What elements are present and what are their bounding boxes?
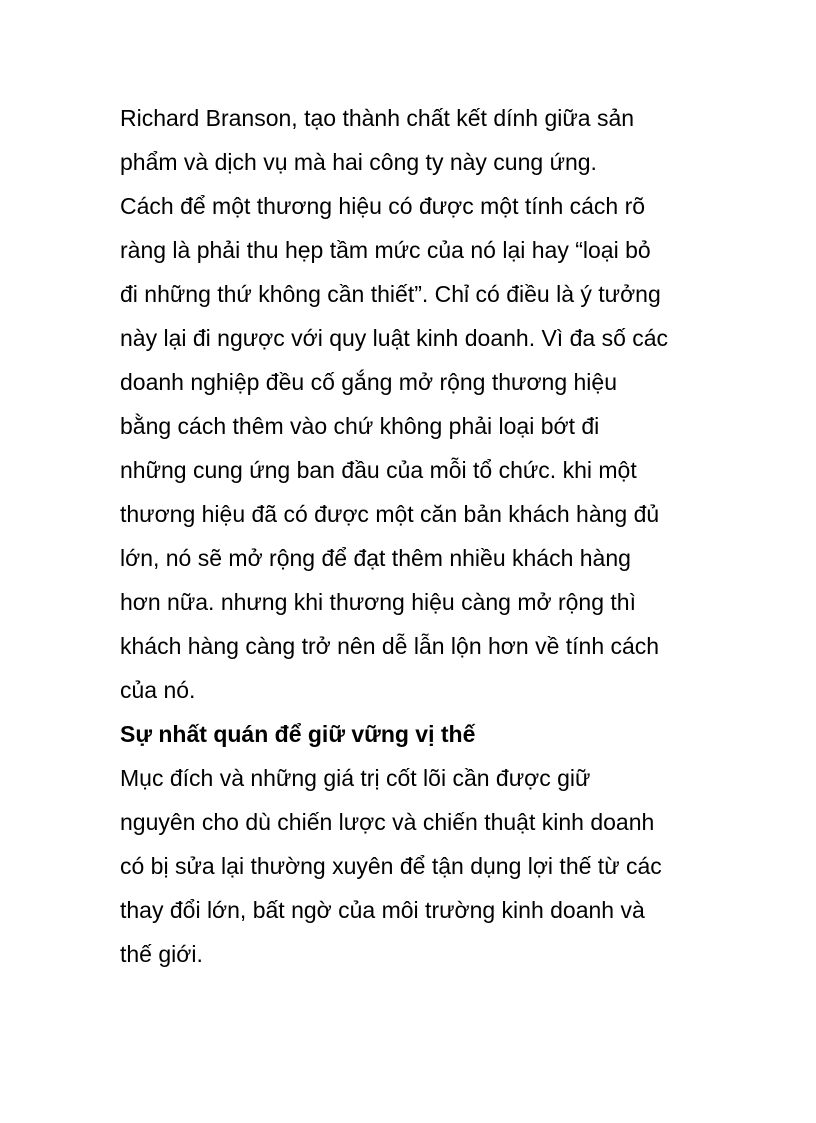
paragraph-3 bbox=[120, 756, 720, 976]
paragraph-2 bbox=[120, 184, 720, 712]
text-line: thương hiệu đã có được một căn bản khách hàng đủ bbox=[120, 501, 660, 527]
text-line: hơn nữa. nhưng khi thương hiệu càng mở rộng thì bbox=[120, 589, 636, 615]
section-heading: Sự nhất quán để giữ vững vị thế bbox=[120, 721, 476, 747]
text-line: thay đổi lớn, bất ngờ của môi trường kinh doanh và bbox=[120, 897, 645, 923]
text-line: có bị sửa lại thường xuyên để tận dụng lợi thế từ các bbox=[120, 853, 662, 879]
text-line: doanh nghiệp đều cố gắng mở rộng thương hiệu bbox=[120, 369, 617, 395]
text-line: khách hàng càng trở nên dễ lẫn lộn hơn về tính cách bbox=[120, 633, 660, 659]
text-line: Cách để một thương hiệu có được một tính cách rõ bbox=[120, 193, 646, 219]
text-line: đi những thứ không cần thiết”. Chỉ có điều là ý tưởng bbox=[120, 281, 661, 307]
text-line: Mục đích và những giá trị cốt lõi cần được giữ bbox=[120, 765, 591, 791]
text-line: những cung ứng ban đầu của mỗi tổ chức. khi một bbox=[120, 457, 637, 483]
document-page bbox=[120, 96, 720, 976]
text-line: này lại đi ngược với quy luật kinh doanh. Vì đa số các bbox=[120, 325, 669, 351]
paragraph-1 bbox=[120, 96, 720, 184]
text-line: bằng cách thêm vào chứ không phải loại bớt đi bbox=[120, 413, 600, 439]
text-line: của nó. bbox=[120, 677, 196, 703]
text-line: lớn, nó sẽ mở rộng để đạt thêm nhiều khách hàng bbox=[120, 545, 631, 571]
text-line: ràng là phải thu hẹp tầm mức của nó lại hay “loại bỏ bbox=[120, 237, 651, 263]
text-line: nguyên cho dù chiến lược và chiến thuật kinh doanh bbox=[120, 809, 655, 835]
text-line: thế giới. bbox=[120, 941, 203, 967]
text-line: Richard Branson, tạo thành chất kết dính giữa sản bbox=[120, 105, 635, 131]
text-line: phẩm và dịch vụ mà hai công ty này cung ứng. bbox=[120, 149, 597, 175]
